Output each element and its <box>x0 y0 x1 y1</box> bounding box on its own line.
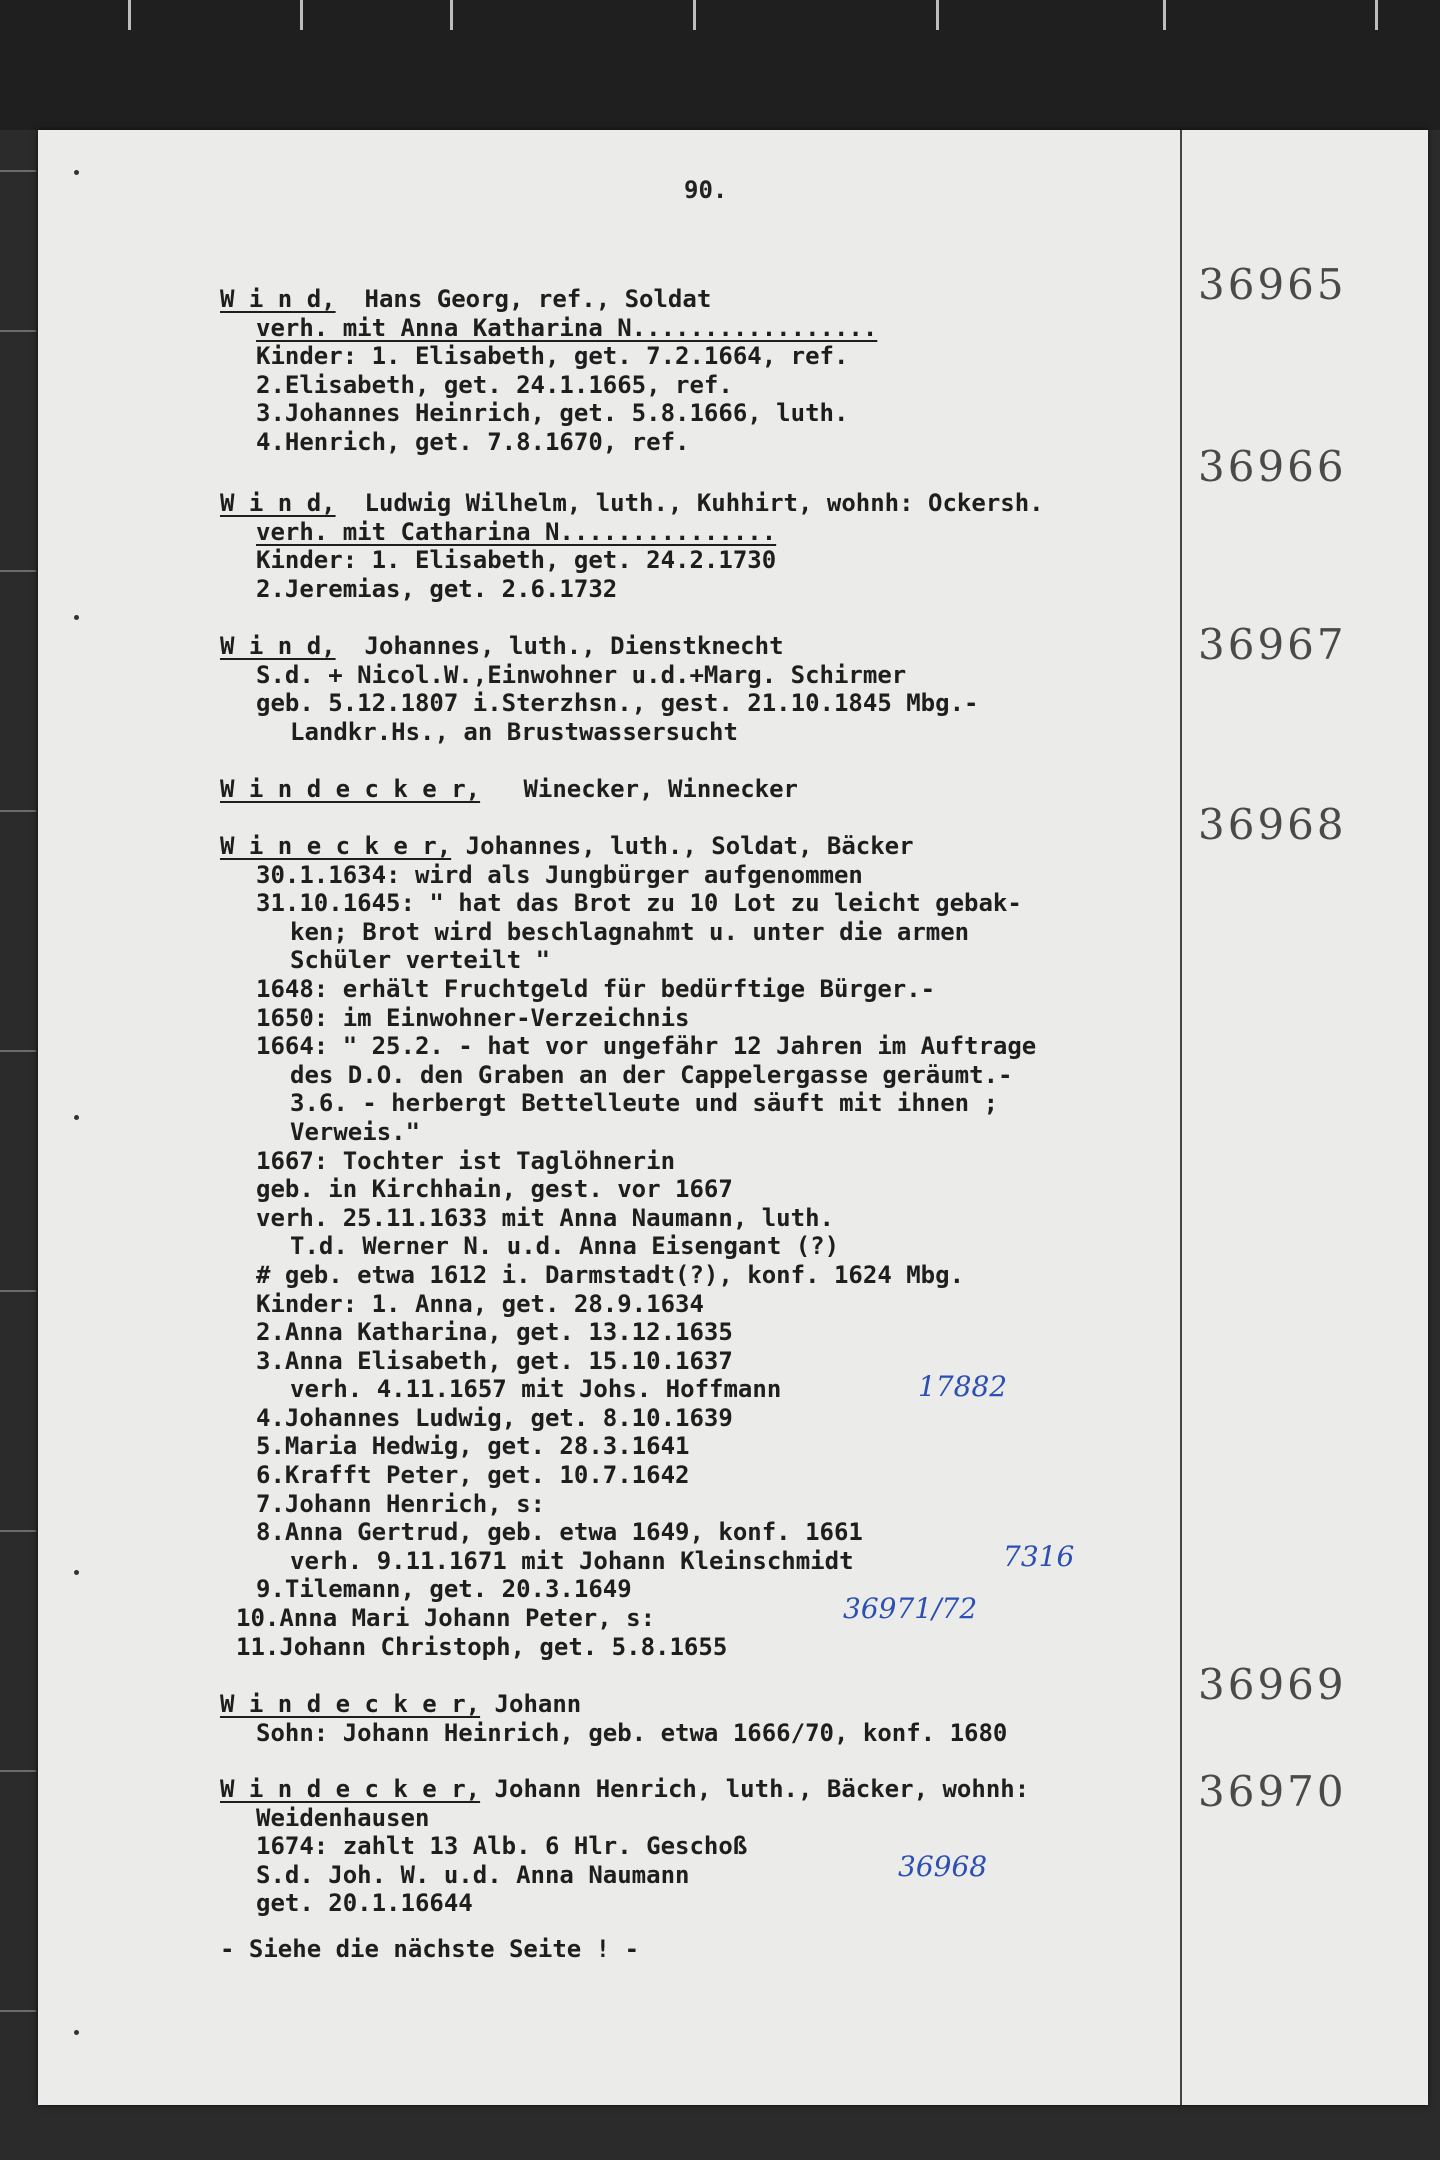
ruler-tick <box>300 0 303 30</box>
entry-surname: W i n d, <box>220 285 336 313</box>
entry-line: Landkr.Hs., an Brustwassersucht <box>290 717 738 746</box>
reference-number: 36970 <box>1198 1767 1347 1816</box>
entry-line: 1667: Tochter ist Taglöhnerin <box>256 1146 676 1175</box>
reference-number: 36965 <box>1198 260 1347 309</box>
entry-line: 2.Elisabeth, get. 24.1.1665, ref. <box>256 370 733 399</box>
side-mark <box>0 810 36 812</box>
entry-line: Weidenhausen <box>256 1803 430 1832</box>
entry-line: verh. 4.11.1657 mit Johs. Hoffmann <box>290 1375 782 1404</box>
entry-line: # geb. etwa 1612 i. Darmstadt(?), konf. 1624 Mbg. <box>256 1260 965 1289</box>
entry-surname: W i n e c k e r, <box>220 832 452 860</box>
entry-line: T.d. Werner N. u.d. Anna Eisengant (?) <box>290 1232 840 1261</box>
entry-line: 6.Krafft Peter, get. 10.7.1642 <box>256 1461 690 1490</box>
entry-line: Johann <box>494 1690 582 1718</box>
handwritten-note: 36968 <box>898 1850 988 1883</box>
side-mark <box>0 170 36 172</box>
entry-surname: W i n d, <box>220 632 336 660</box>
side-mark <box>0 1770 36 1772</box>
entry-line: 7.Johann Henrich, s: <box>256 1489 545 1518</box>
entry-windecker-crossref <box>220 775 1220 804</box>
punch-dot <box>74 170 79 175</box>
entry-line: 5.Maria Hedwig, get. 28.3.1641 <box>256 1432 690 1461</box>
scanner-top-strip <box>0 0 1440 130</box>
entry-line: Johann Henrich, luth., Bäcker, wohnh: <box>494 1775 1030 1803</box>
side-mark <box>0 1290 36 1292</box>
entry-wind-hans-georg <box>220 285 1220 457</box>
page-number: 90. <box>684 176 728 204</box>
entry-windecker-johann <box>220 1690 1220 1747</box>
entry-line: verh. 9.11.1671 mit Johann Kleinschmidt <box>290 1546 854 1575</box>
footer-note <box>220 1935 1220 1964</box>
entry-line: 8.Anna Gertrud, geb. etwa 1649, konf. 1661 <box>256 1518 863 1547</box>
footer-text: - Siehe die nächste Seite ! - <box>220 1935 640 1963</box>
entry-line: ken; Brot wird beschlagnahmt u. unter die armen <box>290 917 970 946</box>
punch-dot <box>74 1570 79 1575</box>
entry-line: 10.Anna Mari Johann Peter, s: <box>236 1604 656 1633</box>
ruler-tick <box>450 0 453 30</box>
ruler-tick <box>128 0 131 30</box>
side-mark <box>0 330 36 332</box>
entry-line: Johannes, luth., Dienstknecht <box>364 632 784 660</box>
side-mark <box>0 1530 36 1532</box>
entry-line: 30.1.1634: wird als Jungbürger aufgenommen <box>256 860 863 889</box>
entry-windecker-johann-henrich <box>220 1775 1220 1918</box>
entry-surname: W i n d, <box>220 489 336 517</box>
entry-line: geb. in Kirchhain, gest. vor 1667 <box>256 1175 733 1204</box>
side-mark <box>0 1050 36 1052</box>
ruler-tick <box>1163 0 1166 30</box>
handwritten-note: 17882 <box>918 1370 1008 1403</box>
entry-wind-ludwig-wilhelm <box>220 489 1220 603</box>
entry-surname: W i n d e c k e r, <box>220 775 481 803</box>
entry-line: Verweis." <box>290 1117 421 1146</box>
reference-number: 36968 <box>1198 800 1347 849</box>
ruler-tick <box>693 0 696 30</box>
entry-line: 1648: erhält Fruchtgeld für bedürftige Bürger.- <box>256 974 936 1003</box>
entry-line: Kinder: 1. Elisabeth, get. 7.2.1664, ref. <box>256 342 849 371</box>
entry-line: des D.O. den Graben an der Cappelergasse geräumt.- <box>290 1060 1013 1089</box>
entry-line: 3.6. - herbergt Bettelleute und säuft mit ihnen ; <box>290 1089 999 1118</box>
entry-line: geb. 5.12.1807 i.Sterzhsn., gest. 21.10.1845 Mbg.- <box>256 689 979 718</box>
entry-line: verh. 25.11.1633 mit Anna Naumann, luth. <box>256 1203 834 1232</box>
handwritten-note: 36971/72 <box>843 1592 978 1625</box>
entry-line: 9.Tilemann, get. 20.3.1649 <box>256 1575 632 1604</box>
entry-line: 31.10.1645: " hat das Brot zu 10 Lot zu leicht gebak- <box>256 889 1022 918</box>
entry-surname: W i n d e c k e r, <box>220 1690 481 1718</box>
entry-line: Hans Georg, ref., Soldat <box>364 285 712 313</box>
entry-winecker-johannes <box>220 832 1220 1661</box>
side-mark <box>0 570 36 572</box>
document-sheet <box>38 130 1428 2105</box>
entry-line: 3.Johannes Heinrich, get. 5.8.1666, luth. <box>256 399 849 428</box>
entry-line: 4.Johannes Ludwig, get. 8.10.1639 <box>256 1403 733 1432</box>
reference-number: 36967 <box>1198 620 1347 669</box>
punch-dot <box>74 2030 79 2035</box>
entry-line: 1674: zahlt 13 Alb. 6 Hlr. Geschoß <box>256 1832 748 1861</box>
entry-line: 1650: im Einwohner-Verzeichnis <box>256 1003 690 1032</box>
side-mark <box>0 2010 36 2012</box>
entry-line: verh. mit Catharina N............... <box>256 517 777 546</box>
entry-line: get. 20.1.16644 <box>256 1889 473 1918</box>
entry-line: Sohn: Johann Heinrich, geb. etwa 1666/70, konf. 1680 <box>256 1718 1008 1747</box>
ruler-tick <box>936 0 939 30</box>
entry-line: 4.Henrich, get. 7.8.1670, ref. <box>256 427 690 456</box>
entry-line: Kinder: 1. Elisabeth, get. 24.2.1730 <box>256 546 777 575</box>
entry-line: verh. mit Anna Katharina N................. <box>256 313 878 342</box>
entry-wind-johannes <box>220 632 1220 746</box>
entry-line: Ludwig Wilhelm, luth., Kuhhirt, wohnh: Ockersh. <box>364 489 1044 517</box>
entry-line: 1664: " 25.2. - hat vor ungefähr 12 Jahren im Auftrage <box>256 1032 1037 1061</box>
reference-number: 36969 <box>1198 1660 1347 1709</box>
entry-line: Schüler verteilt " <box>290 946 551 975</box>
entry-surname: W i n d e c k e r, <box>220 1775 481 1803</box>
reference-number: 36966 <box>1198 442 1347 491</box>
entry-line: S.d. Joh. W. u.d. Anna Naumann <box>256 1860 690 1889</box>
entry-line: 3.Anna Elisabeth, get. 15.10.1637 <box>256 1346 733 1375</box>
entry-line: Johannes, luth., Soldat, Bäcker <box>465 832 914 860</box>
entry-line: S.d. + Nicol.W.,Einwohner u.d.+Marg. Schirmer <box>256 660 907 689</box>
ruler-tick <box>1375 0 1378 30</box>
entry-line: Kinder: 1. Anna, get. 28.9.1634 <box>256 1289 704 1318</box>
handwritten-note: 7316 <box>1003 1540 1075 1573</box>
punch-dot <box>74 1115 79 1120</box>
entry-line: Winecker, Winnecker <box>523 775 798 803</box>
punch-dot <box>74 615 79 620</box>
entry-line: 2.Anna Katharina, get. 13.12.1635 <box>256 1318 733 1347</box>
entry-line: 2.Jeremias, get. 2.6.1732 <box>256 574 618 603</box>
entry-line: 11.Johann Christoph, get. 5.8.1655 <box>236 1632 728 1661</box>
scanner-side-marks <box>0 150 40 2100</box>
